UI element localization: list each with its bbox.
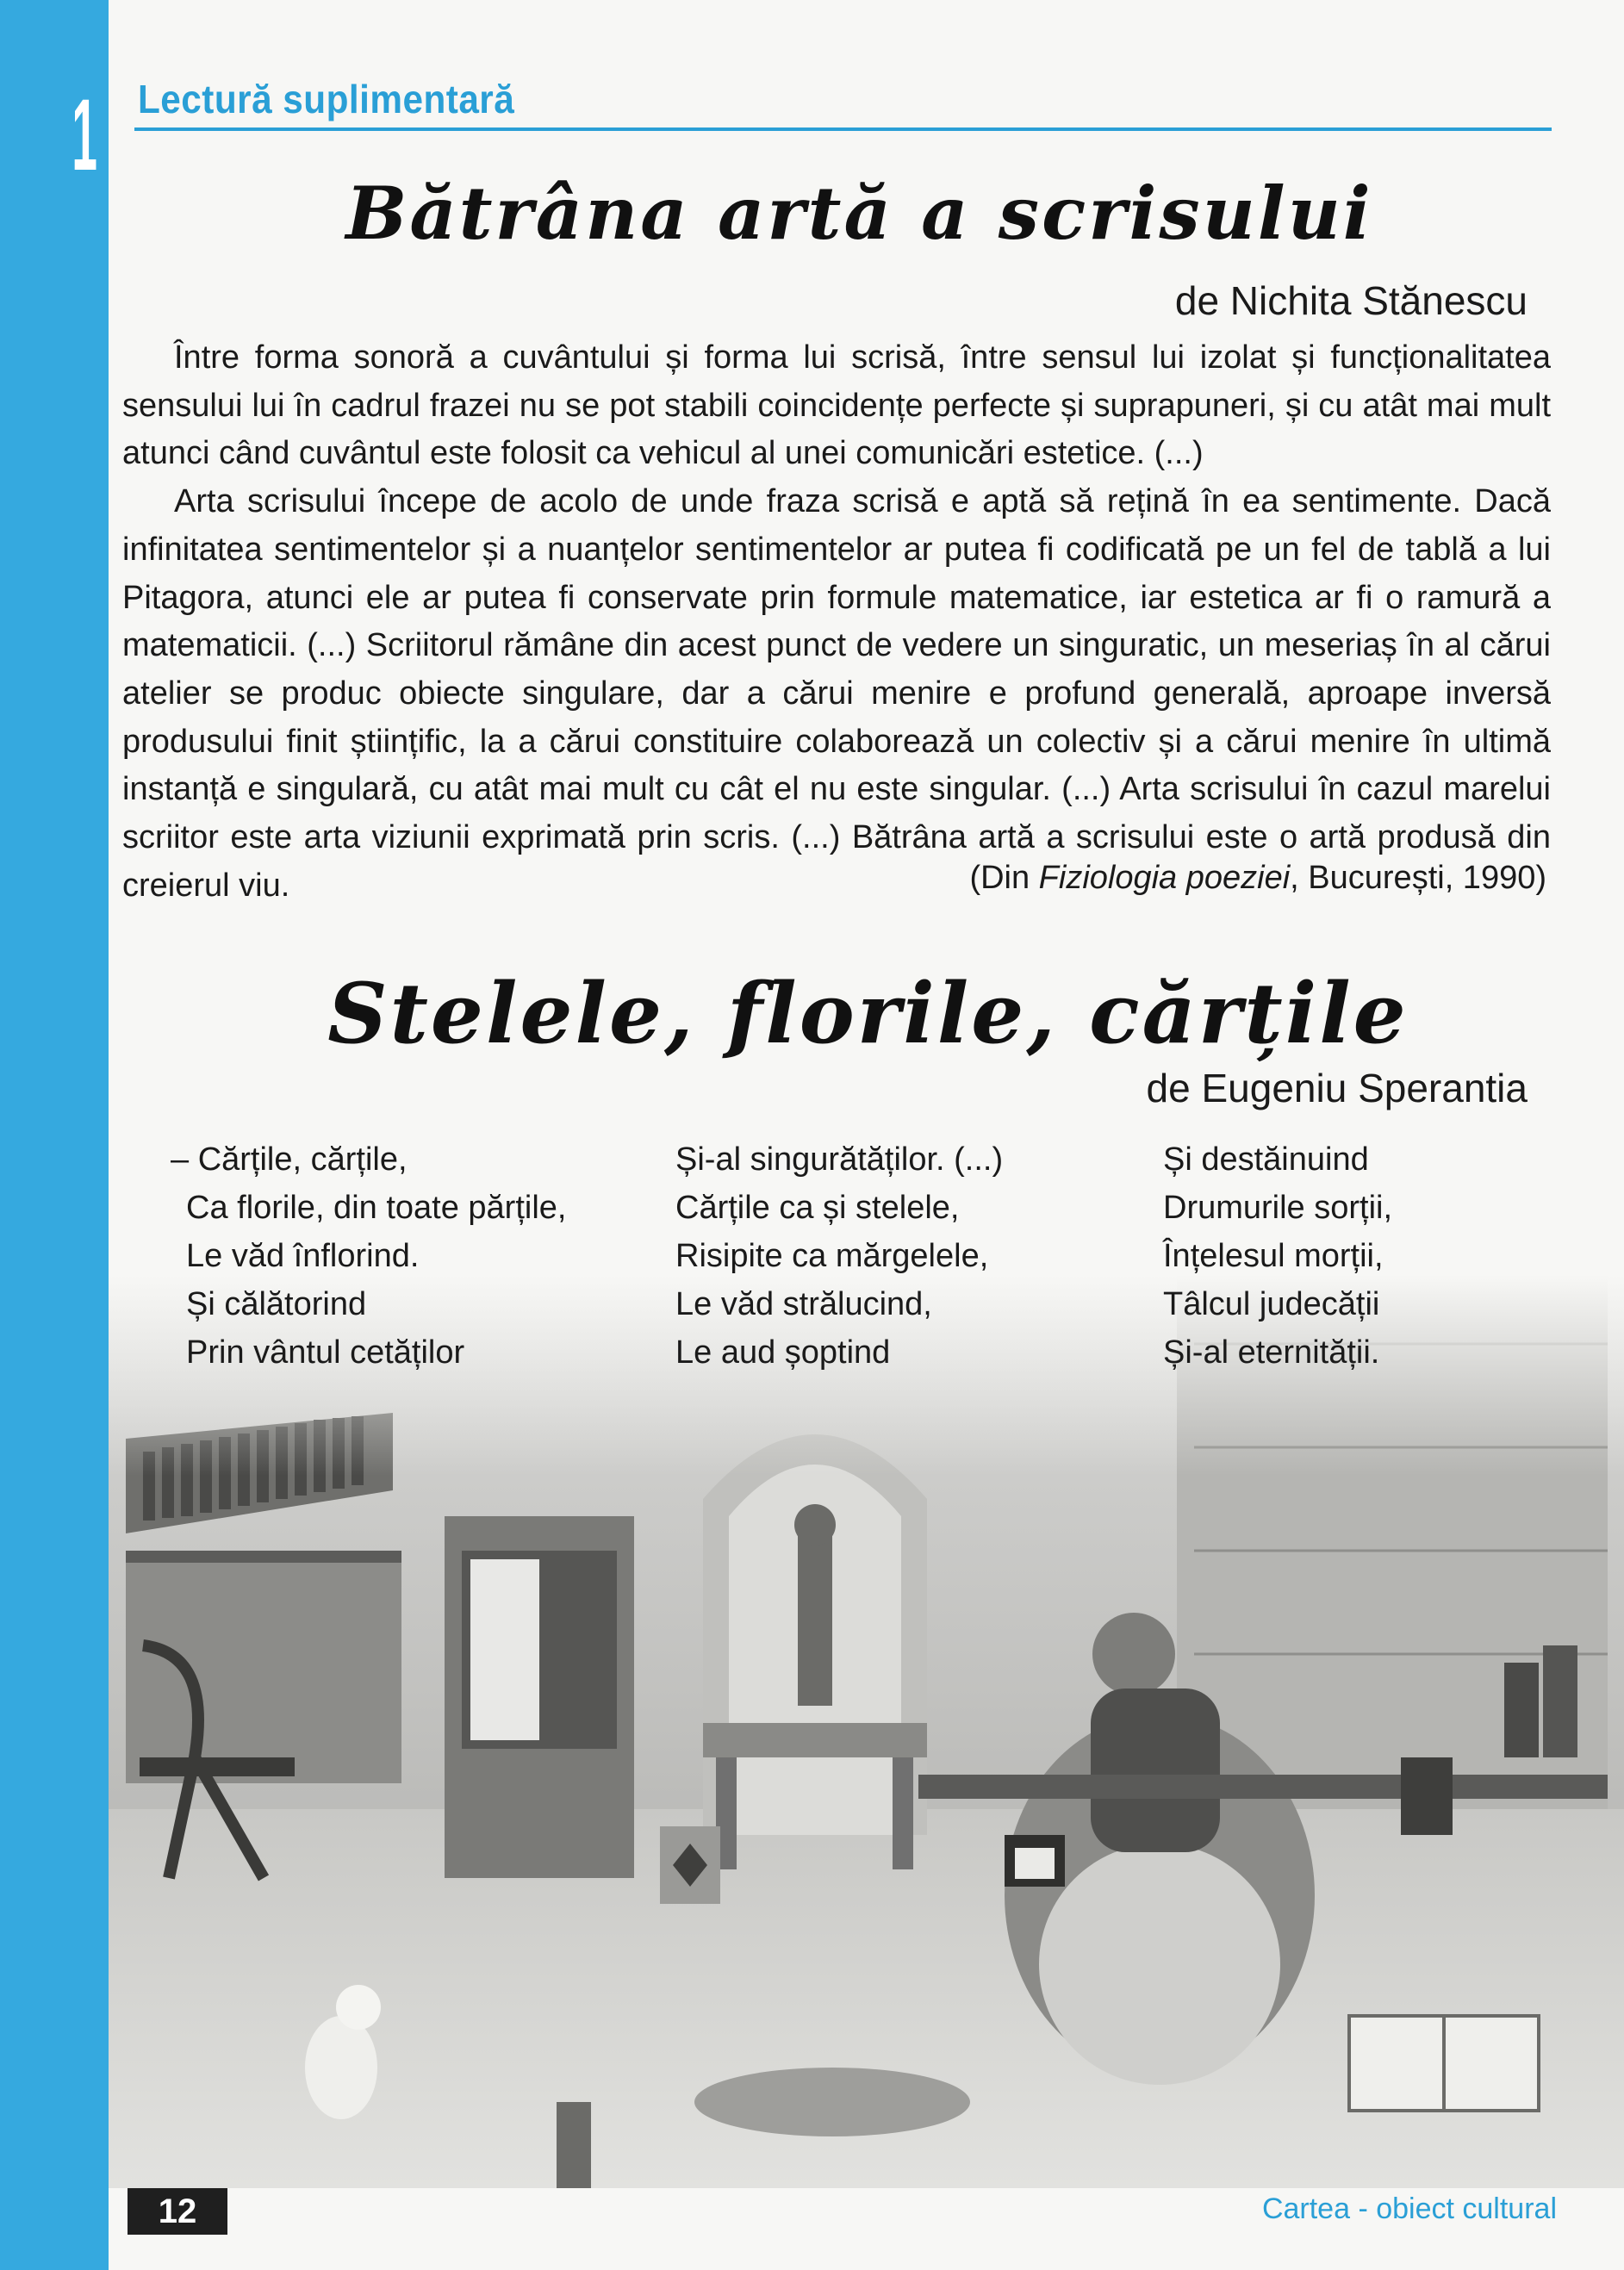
page-number: 12 — [128, 2188, 227, 2235]
article-1-body — [122, 334, 1551, 910]
poem-line: Și-al singurătăților. (...) — [675, 1141, 1004, 1178]
poem-line: Tâlcul judecății — [1163, 1286, 1380, 1322]
poem-column-2 — [675, 1135, 1003, 1377]
source-suffix: , București, 1990) — [1290, 860, 1546, 896]
poem-line: Le aud șoptind — [675, 1334, 891, 1371]
poem-line: Le văd strălucind, — [675, 1286, 932, 1322]
footer-chapter-title: Cartea - obiect cultural — [1261, 2192, 1557, 2225]
source-book-title: Fiziologia poeziei — [1038, 860, 1291, 896]
scholar-study-illustration — [109, 1275, 1624, 2188]
poem-line: Înțelesul morții, — [1163, 1238, 1384, 1274]
article-1-title: Bătrâna artă a scrisului — [345, 171, 1373, 256]
poem-column-1 — [171, 1135, 566, 1377]
section-label: Lectură suplimentară — [138, 77, 515, 121]
poem-line: Ca florile, din toate părțile, — [186, 1190, 567, 1226]
poem-line: Drumurile sorții, — [1163, 1190, 1393, 1226]
section-divider — [134, 127, 1552, 131]
poem-line: Și-al eternității. — [1163, 1334, 1380, 1371]
article-1-source — [969, 860, 1546, 897]
poem-line: Și destăinuind — [1163, 1141, 1369, 1178]
article-2-title: Stelele, florile, cărțile — [327, 965, 1409, 1062]
poem-line: Prin vântul cetăților — [186, 1334, 465, 1371]
poem-line: – Cărțile, cărțile, — [171, 1141, 408, 1178]
source-prefix: (Din — [969, 860, 1039, 896]
poem-line: Și călătorind — [186, 1286, 367, 1322]
article-1-author: de Nichita Stănescu — [1174, 278, 1528, 323]
article-2-author: de Eugeniu Sperantia — [1146, 1066, 1528, 1110]
poem-line: Le văd înflorind. — [186, 1238, 420, 1274]
poem-line: Risipite ca mărgelele, — [675, 1238, 989, 1274]
paragraph: Arta scrisului începe de acolo de unde fraza scrisă e aptă să rețină în ea sentimente. Dacă infinitatea sentimentelor și a nuanțelor sentimentelor ar putea fi codificată pe un fel de tablă a lui Pitagora, atunci ele ar putea fi conservate prin formule matematice, iar estetica ar fi o ramură a matematicii. (...) Scriitorul rămâne din acest punct de vedere un singuratic, un meseriaș în al cărui atelier se produc obiecte singulare, dar a cărui menire e profund generală, aproape inversă produsului finit științific, la a cărui constituire colaborează un colectiv și a cărui menire în ultimă instanță e singulară, cu atât mai mult cu cât el nu este singular. (...) Arta scrisului în cazul marelui scriitor este arta viziunii exprimată prin scris. (...) Bătrâna artă a scrisului este o artă produsă din creierul viu. — [122, 483, 1551, 904]
chapter-side-bar — [0, 0, 109, 2270]
poem-column-3 — [1163, 1135, 1392, 1377]
poem-line: Cărțile ca și stelele, — [675, 1190, 960, 1226]
chapter-number: 1 — [72, 78, 97, 192]
paragraph: Între forma sonoră a cuvântului și forma lui scrisă, între sensul lui izolat și funcționalitatea sensului lui în cadrul frazei nu se pot stabili coincidențe perfecte și suprapuneri, și cu atât mai mult atunci când cuvântul este folosit ca vehicul al unei comunicări estetice. (...) — [122, 339, 1551, 472]
